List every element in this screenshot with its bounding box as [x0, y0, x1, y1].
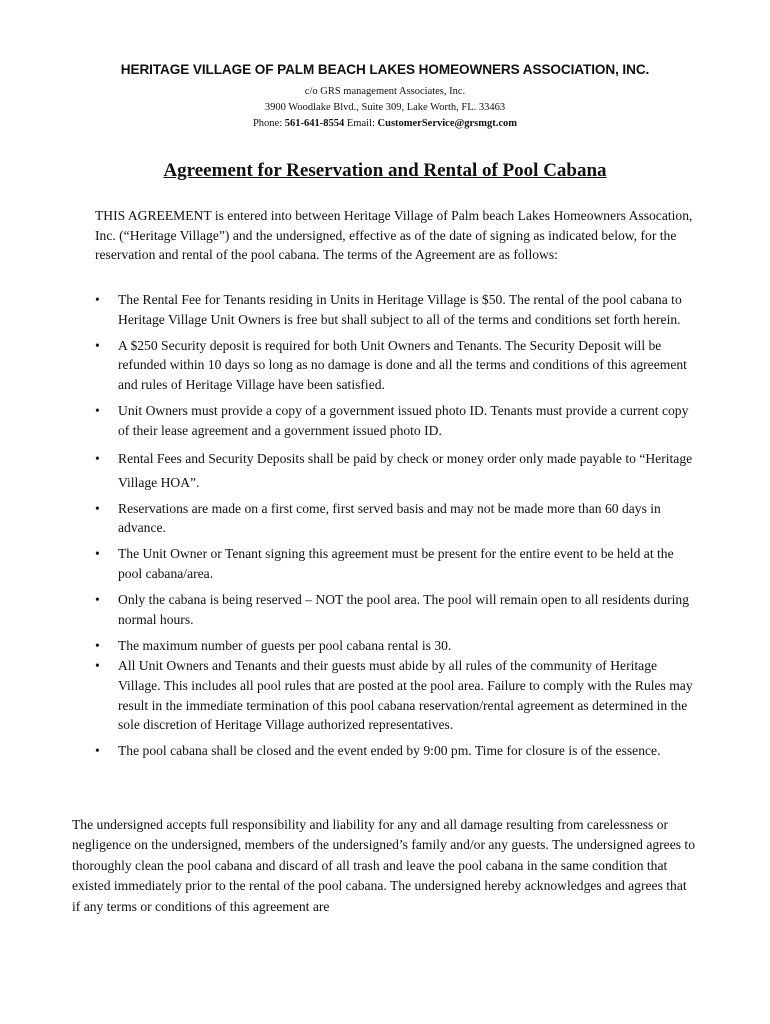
- list-item: [95, 290, 695, 329]
- list-item-text: The maximum number of guests per pool cabana rental is 30.: [118, 637, 452, 653]
- organization-title: HERITAGE VILLAGE OF PALM BEACH LAKES HOMEOWNERS ASSOCIATION, INC.: [120, 62, 650, 77]
- list-item-text: The pool cabana shall be closed and the event ended by 9:00 pm. Time for closure is of the essence.: [118, 743, 661, 759]
- list-item-text: Unit Owners must provide a copy of a government issued photo ID. Tenants must provide a current copy of their lease agreement and a government issued photo ID.: [118, 402, 689, 438]
- bullet-icon: •: [95, 500, 100, 516]
- bullet-icon: •: [95, 637, 100, 653]
- list-item-text: The Unit Owner or Tenant signing this agreement must be present for the entire event to be held at the pool cabana/area.: [118, 546, 674, 581]
- list-item: [95, 401, 695, 440]
- phone-label: Phone:: [252, 118, 285, 129]
- intro-paragraph: THIS AGREEMENT is entered into between Heritage Village of Palm beach Lakes Homeowners Assocation, Inc. (“Heritage Village”) and the undersigned, effective as of the date of signing as indicated below, for the reservation and rental of the pool cabana. The terms of the Agreement are as follows:: [95, 208, 693, 263]
- contact-line: [0, 118, 770, 129]
- list-item: [95, 447, 695, 495]
- document-title: Agreement for Reservation and Rental of Pool Cabana: [163, 160, 607, 181]
- bullet-icon: •: [95, 292, 100, 307]
- list-item-text: Only the cabana is being reserved – NOT the pool area. The pool will remain open to all residents during normal hours.: [118, 592, 690, 627]
- terms-list: [95, 290, 695, 767]
- bullet-icon: •: [95, 337, 100, 353]
- list-item-text: The Rental Fee for Tenants residing in Units in Heritage Village is $50. The rental of the pool cabana to Heritage Village Unit Owners is free but shall subject to all of the terms and conditions set forth herein.: [118, 292, 682, 327]
- bullet-icon: •: [95, 743, 100, 759]
- list-item: [95, 336, 695, 395]
- email-label: Email:: [344, 118, 378, 129]
- bullet-icon: •: [95, 658, 100, 674]
- care-of-line: c/o GRS management Associates, Inc.: [304, 86, 466, 97]
- phone-number: 561-641-8554: [284, 118, 345, 129]
- list-item-text: All Unit Owners and Tenants and their guests must abide by all rules of the community of Heritage Village. This includes all pool rules that are posted at the pool area. Failure to comply with the Rules may result in the immediate termination of this pool cabana reservation/rental agreement as determined in the sole discretion of Heritage Village authorized representatives.: [118, 658, 693, 733]
- list-item-text: A $250 Security deposit is required for both Unit Owners and Tenants. The Security Deposit will be refunded within 10 days so long as no damage is done and all the terms and conditions of this agreement and rules of Heritage Village have been satisfied.: [118, 337, 687, 392]
- address-line: 3900 Woodlake Blvd., Suite 309, Lake Worth, FL. 33463: [264, 102, 506, 113]
- bullet-icon: •: [95, 546, 100, 562]
- bullet-icon: •: [95, 450, 100, 466]
- list-item: [95, 636, 695, 656]
- list-item: [95, 544, 695, 583]
- list-item: [95, 741, 695, 761]
- list-item: [95, 499, 695, 538]
- list-item-text: Rental Fees and Security Deposits shall be paid by check or money order only made payable to “Heritage Village HOA”.: [118, 450, 693, 490]
- list-item-text: Reservations are made on a first come, first served basis and may not be made more than 60 days in advance.: [118, 500, 661, 536]
- list-item: [95, 656, 695, 734]
- bullet-icon: •: [95, 592, 100, 608]
- closing-paragraph: The undersigned accepts full responsibility and liability for any and all damage resulting from carelessness or negligence on the undersigned, members of the undersigned’s family and/or any guests. The undersigned agrees to thoroughly clean the pool cabana and discard of all trash and leave the pool cabana in the same condition that existed immediately prior to the rental of the pool cabana. The undersigned hereby acknowledges and agrees that if any terms or conditions of this agreement are: [72, 817, 696, 914]
- list-item: [95, 590, 695, 629]
- email-address: CustomerService@grsmgt.com: [377, 118, 518, 129]
- bullet-icon: •: [95, 402, 100, 418]
